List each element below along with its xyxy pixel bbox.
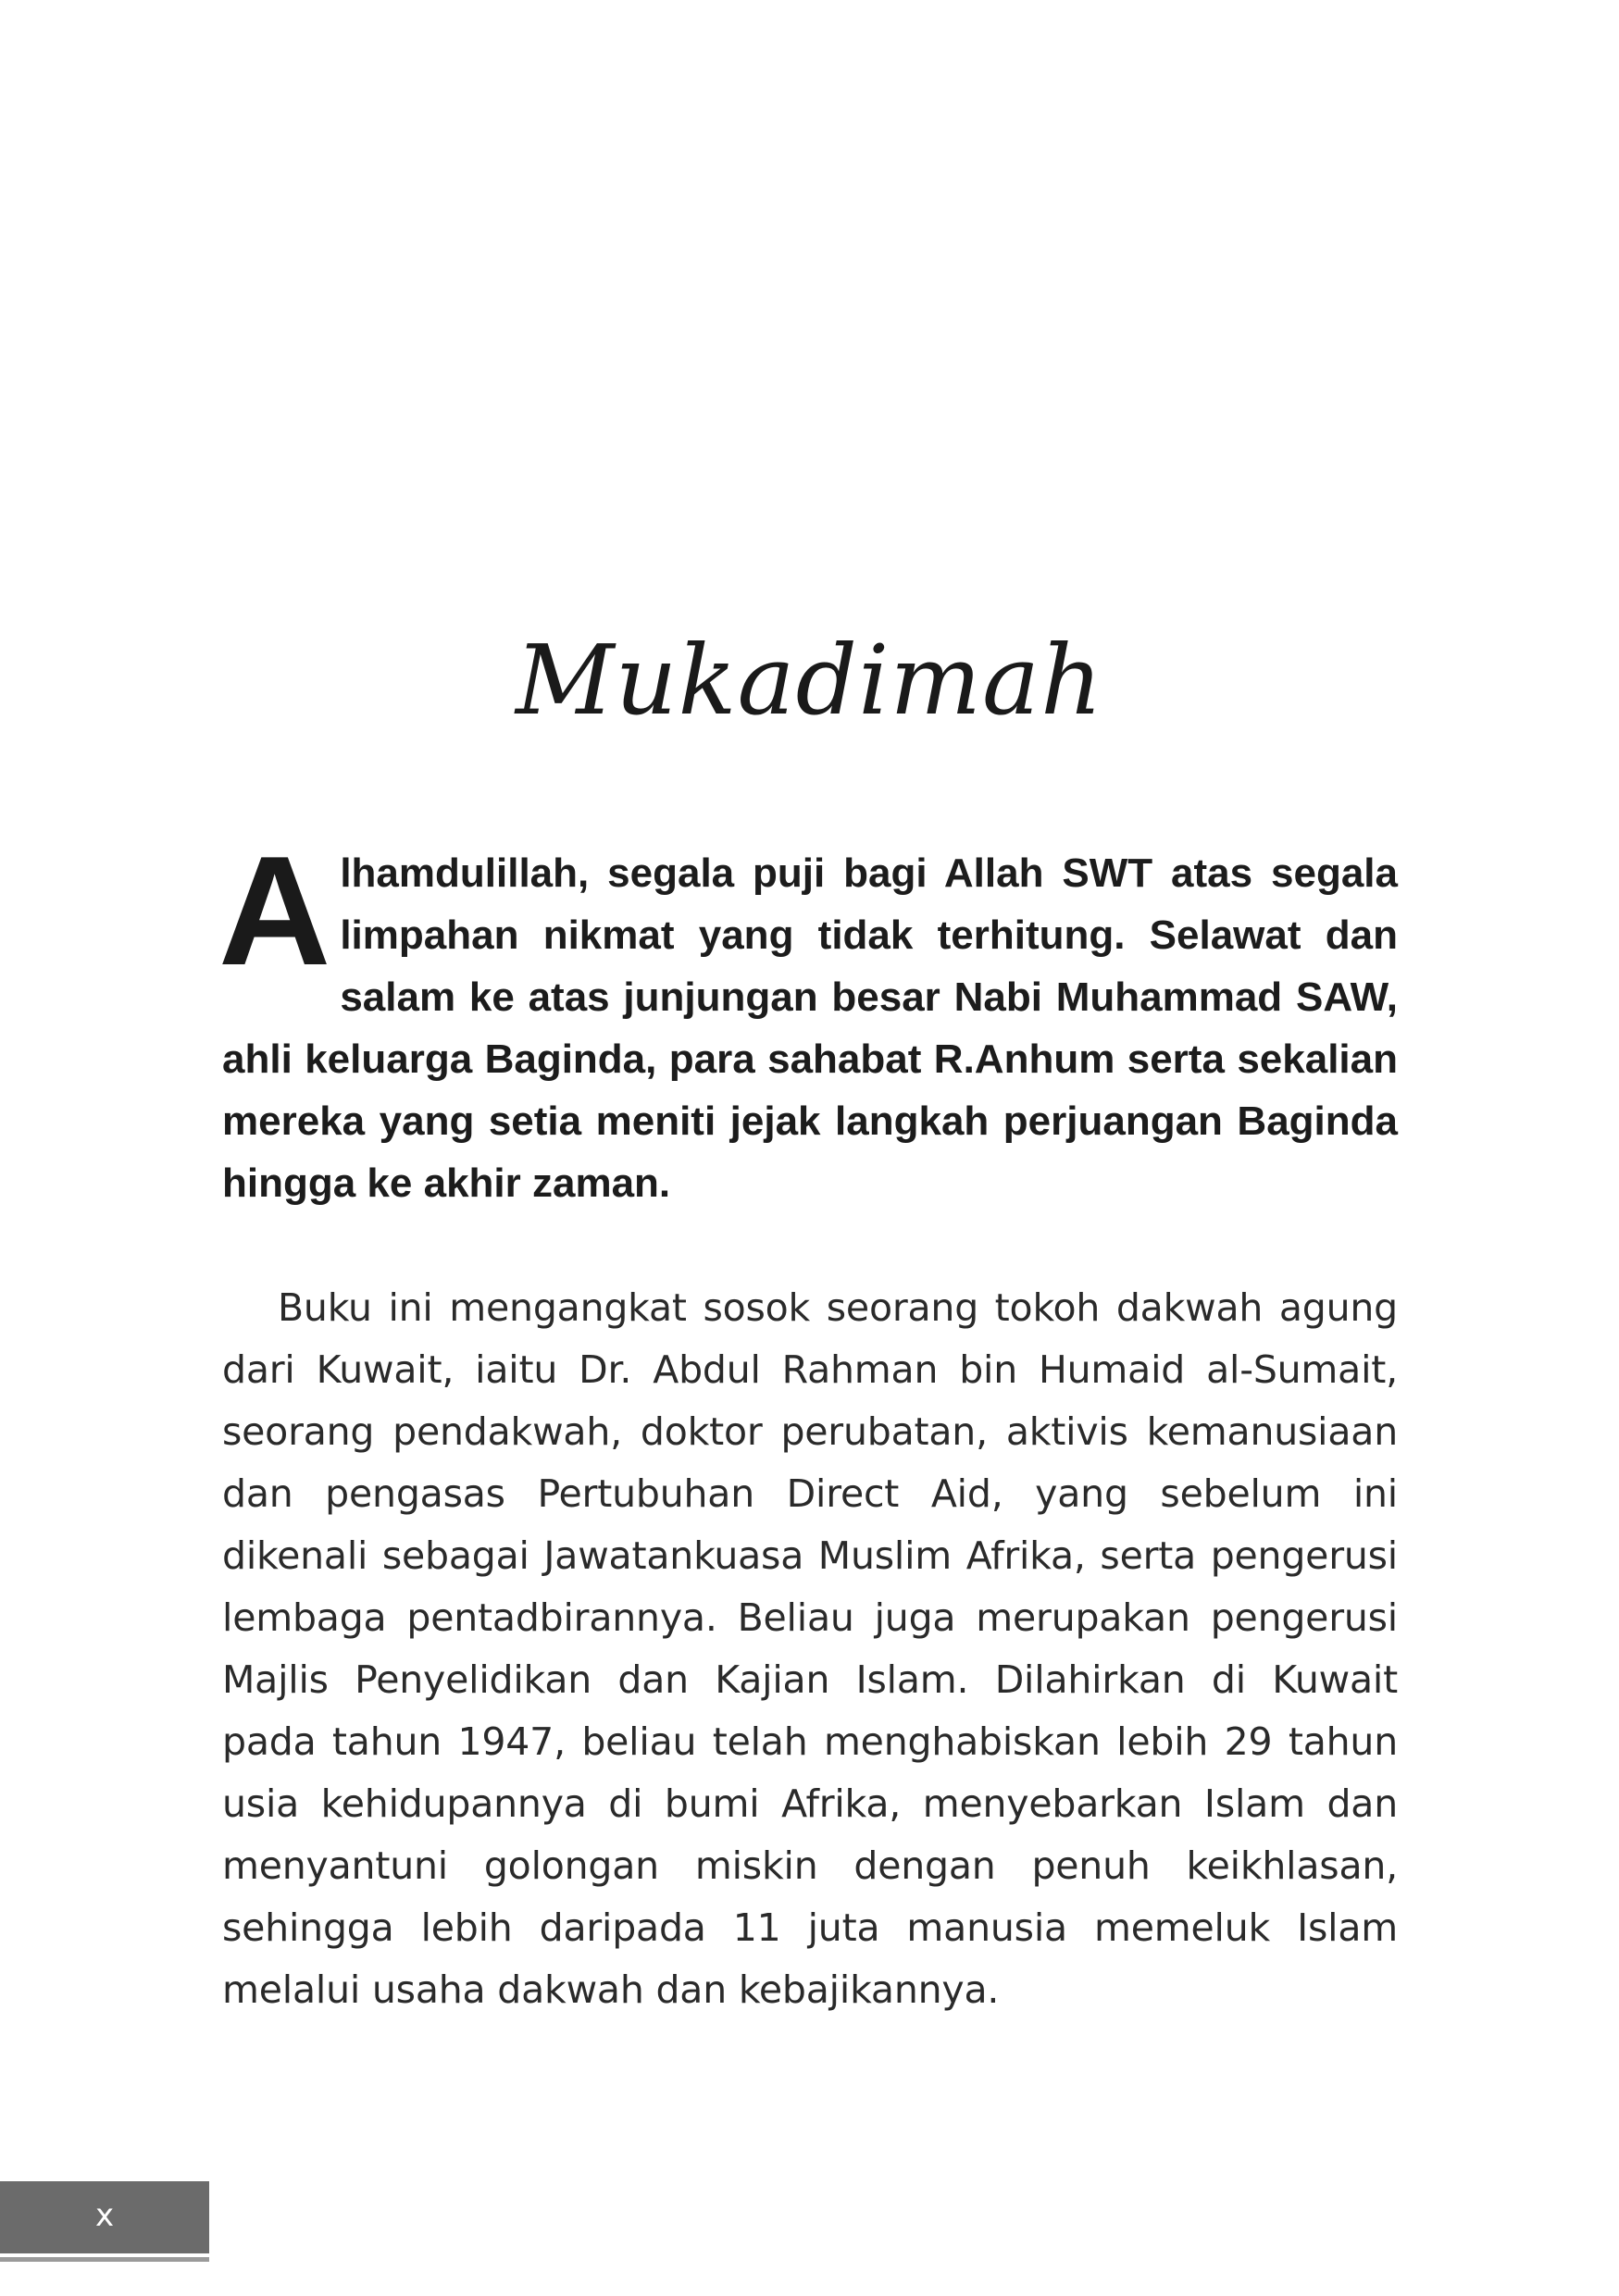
intro-paragraph [218, 824, 1398, 1214]
intro-text: lhamdulillah, segala puji bagi Allah SWT atas segala limpahan nikmat yang tidak terhitung. Selawat dan salam ke atas junjungan besar Nabi Muhammad SAW, ahli keluarga Baginda, para sahabat R.Anhum serta sekalian mereka yang setia meniti jejak langkah perjuangan Baginda hingga ke akhir zaman. [222, 850, 1398, 1206]
drop-cap: A [218, 824, 331, 998]
page-number: x [94, 2197, 115, 2234]
page-number-tab [0, 2181, 209, 2253]
body-paragraph: Buku ini mengangkat sosok seorang tokoh dakwah agung dari Kuwait, iaitu Dr. Abdul Rahman bin Humaid al-Sumait, seorang pendakwah, doktor perubatan, aktivis kemanusiaan dan pengasas Pertubuhan Direct Aid, yang sebelum ini dikenali sebagai Jawatankuasa Muslim Afrika, serta pengerusi lembaga pentadbirannya. Beliau juga merupakan pengerusi Majlis Penyelidikan dan Kajian Islam. Dilahirkan di Kuwait pada tahun 1947, beliau telah menghabiskan lebih 29 tahun usia kehidupannya di bumi Afrika, menyebarkan Islam dan menyantuni golongan miskin dengan penuh keikhlasan, sehingga lebih daripada 11 juta manusia memeluk Islam melalui usaha dakwah dan kebajikannya. [222, 1285, 1398, 2012]
footer-divider [0, 2257, 209, 2262]
page-title: Mukadimah [516, 624, 1103, 737]
